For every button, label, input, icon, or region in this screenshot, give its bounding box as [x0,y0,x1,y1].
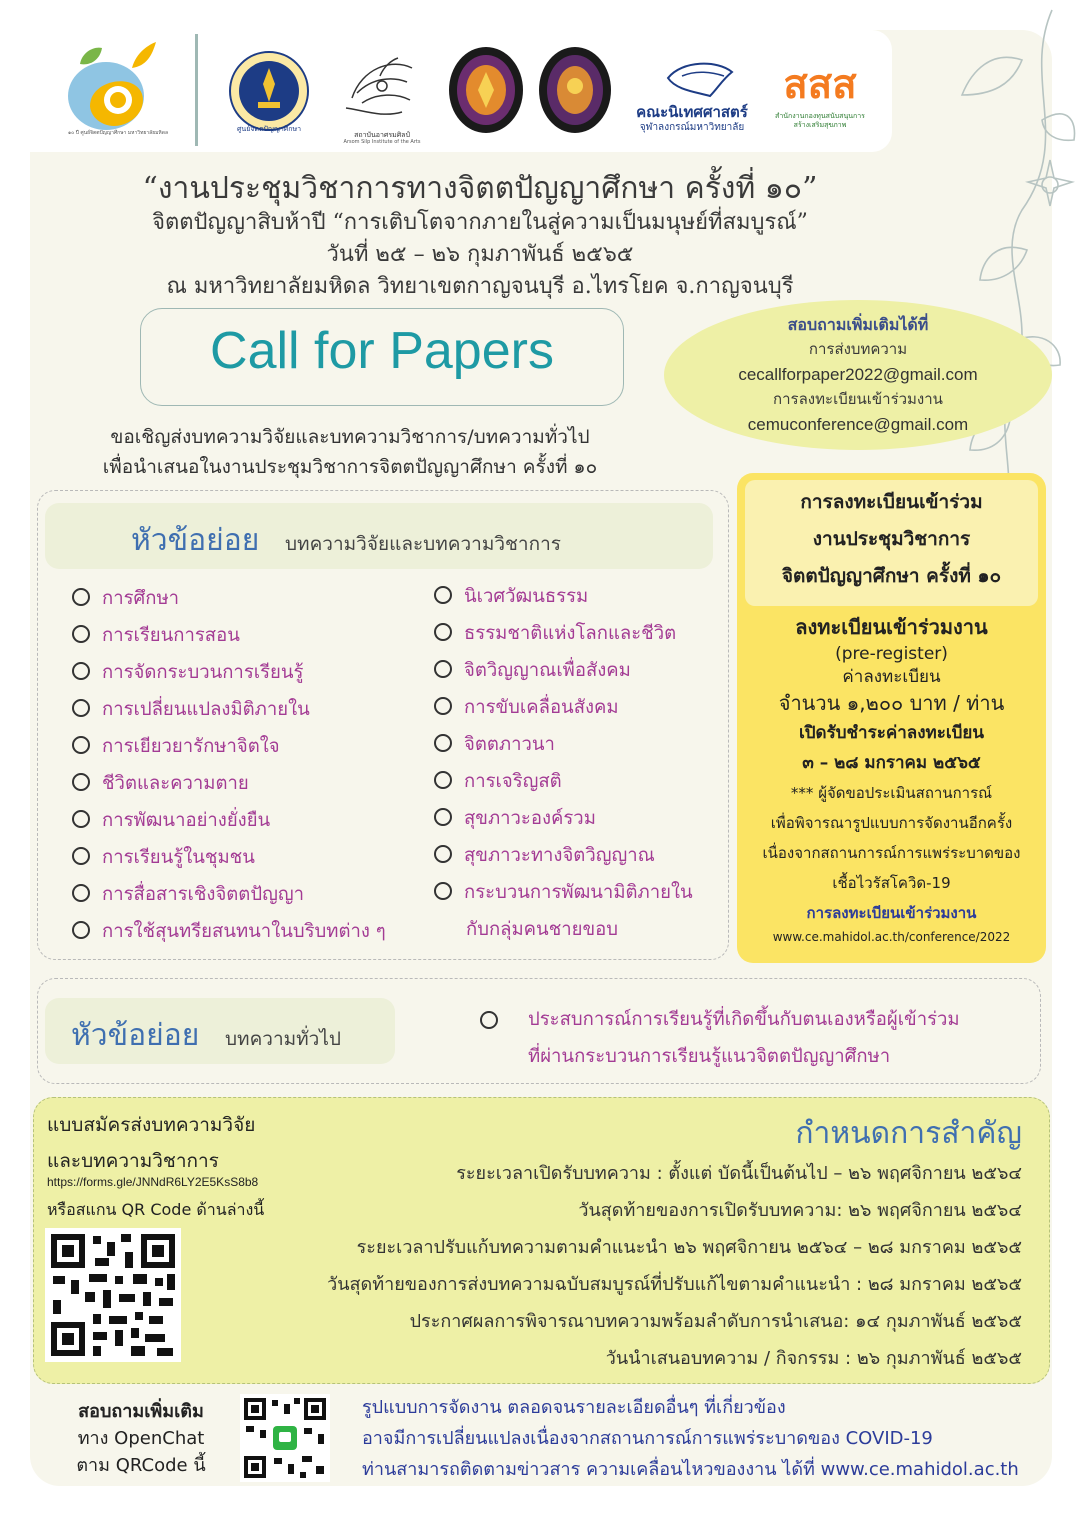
topic-item: สุขภาวะทางจิตวิญญาณ [434,841,655,870]
registration-header-line-3: จิตตปัญญาศึกษา ครั้งที่ ๑๐ [781,565,1002,587]
topic-item: การเยียวยารักษาจิตใจ [72,732,280,761]
logo1-caption: ๑๐ ปี ศูนย์จิตตปัญญาศึกษา มหาวิทยาลัยมหิดล [67,130,169,136]
contact-register-label: การลงทะเบียนเข้าร่วมงาน [773,390,943,408]
topic-item-continuation: กับกลุ่มคนชายขอบ [466,919,618,940]
application-form-url[interactable]: https://forms.gle/JNNdR6LY2E5KsS8b8 [47,1175,259,1189]
registration-fee-label: ค่าลงทะเบียน [842,667,941,687]
topic-item: กระบวนการพัฒนามิติภายใน [434,878,693,907]
topic-item: จิตตภาวนา [434,730,555,759]
deadline-item: วันสุดท้ายของการส่งบทความฉบับสมบูรณ์ที่ปรับแก้ไขตามคำแนะนำ : ๒๘ มกราคม ๒๕๖๕ [327,1274,1022,1295]
topic-item: นิเวศวัฒนธรรม [434,582,588,611]
event-title: “งานประชุมวิชาการทางจิตตปัญญาศึกษา ครั้งที่ ๑๐” [142,171,818,206]
event-subtitle: จิตตปัญญาสิบห้าปี “การเติบโตจากภายในสู่ความเป็นมนุษย์ที่สมบูรณ์” [152,210,808,235]
radio-circle-icon [72,736,90,754]
topic-item: การสื่อสารเชิงจิตตปัญญา [72,880,304,909]
topic-item: การพัฒนาอย่างยั่งยืน [72,806,270,835]
registration-note-4: เชื้อไวรัสโควิด-19 [832,874,951,892]
application-qr-code[interactable] [45,1228,181,1362]
invite-line-2: เพื่อนำเสนอในงานประชุมวิชาการจิตตปัญญาศึกษา ครั้งที่ ๑๐ [102,456,598,478]
event-date: วันที่ ๒๕ – ๒๖ กุมภาพันธ์ ๒๕๖๕ [326,242,634,267]
application-line-2: และบทความวิชาการ [47,1150,219,1172]
deadline-item: ระยะเวลาปรับแก้บทความตามคำแนะนำ ๒๖ พฤศจิกายน ๒๕๖๔ – ๒๘ มกราคม ๒๕๖๕ [356,1237,1022,1258]
topic-item: การเปลี่ยนแปลงมิติภายใน [72,695,310,724]
radio-circle-icon [72,847,90,865]
deadlines-title: กำหนดการสำคัญ [795,1116,1022,1151]
thaihealth-logo: สสส [783,62,857,108]
topic-item: ชีวิตและความตาย [72,769,249,798]
radio-circle-icon [72,625,90,643]
registration-fee: จำนวน ๑,๒๐๐ บาท / ท่าน [778,691,1005,715]
topic-item: ธรรมชาติแห่งโลกและชีวิต [434,619,676,648]
general-topic-line-1: ประสบการณ์การเรียนรู้ที่เกิดขึ้นกับตนเองหรือผู้เข้าร่วม [528,1009,960,1030]
radio-circle-icon [72,662,90,680]
radio-circle-icon [434,845,452,863]
call-for-papers-heading: Call for Papers [210,322,554,380]
radio-circle-icon [434,623,452,641]
general-topics-title: หัวข้อย่อย [71,1018,200,1053]
footer-note-2: อาจมีการเปลี่ยนแปลงเนื่องจากสถานการณ์การแพร่ระบาดของ COVID-19 [362,1428,933,1449]
footer-notes [362,1392,1019,1485]
registration-header-line-1: การลงทะเบียนเข้าร่วม [800,491,983,513]
radio-circle-icon [72,884,90,902]
radio-circle-icon [434,697,452,715]
contact-papers-label: การส่งบทความ [808,340,908,358]
logo3-subcaption: Arsom Silp Institute of the Arts [343,139,421,145]
event-venue: ณ มหาวิทยาลัยมหิดล วิทยาเขตกาญจนบุรี อ.ไทรโยค จ.กาญจนบุรี [166,274,794,299]
arsom-silp-bird-logo [332,38,432,138]
topic-item: การจัดกระบวนการเรียนรู้ [72,658,303,687]
commarts-shell-logo [662,58,736,98]
radio-circle-icon [434,734,452,752]
deadline-item: วันนำเสนอบทความ / กิจกรรม : ๒๖ กุมภาพันธ์ ๒๕๖๕ [605,1348,1022,1369]
radio-circle-icon [434,808,452,826]
topic-item: การเจริญสติ [434,767,562,796]
radio-circle-icon [434,882,452,900]
contemplative-center-seal [228,50,310,132]
logo2-caption: ศูนย์จิตตปัญญาศึกษา [236,125,302,133]
logo7-subname: สำนักงานกองทุนสนับสนุนการสร้างเสริมสุขภาพ [775,112,865,129]
topic-item: สุขภาวะองค์รวม [434,804,596,833]
deadline-item: ประกาศผลการพิจารณาบทความพร้อมลำดับการนำเสนอ: ๑๔ กุมภาพันธ์ ๒๕๖๕ [409,1311,1022,1332]
logo3-caption: สถาบันอาศรมศิลป์ [354,131,410,139]
registration-heading: ลงทะเบียนเข้าร่วมงาน [795,615,988,639]
openchat-line-3: ตาม QRCode นี้ [76,1455,206,1476]
topic-item: การขับเคลื่อนสังคม [434,693,619,722]
research-topics-title: หัวข้อย่อย [131,523,260,558]
university-seal-2 [538,46,612,134]
openchat-info [56,1398,226,1479]
radio-circle-icon [72,810,90,828]
contact-heading: สอบถามเพิ่มเติมได้ที่ [787,315,929,334]
radio-circle-icon [434,586,452,604]
general-topics-subtitle: บทความทั่วไป [225,1028,341,1050]
invite-line-1: ขอเชิญส่งบทความวิจัยและบทความวิชาการ/บทความทั่วไป [110,426,590,448]
general-topics-header [45,998,395,1064]
research-topics-subtitle: บทความวิจัยและบทความวิชาการ [285,533,561,555]
application-line-1: แบบสมัครส่งบทความวิจัย [47,1114,256,1136]
research-topics-header [45,503,713,569]
registration-note-3: เนื่องจากสถานการณ์การแพร่ระบาดของ [762,844,1021,862]
deadline-item: ระยะเวลาเปิดรับบทความ : ตั้งแต่ บัดนี้เป็นต้นไป – ๒๖ พฤศจิกายน ๒๕๖๔ [456,1163,1022,1184]
registration-header [745,480,1038,606]
radio-circle-icon [72,699,90,717]
footer-note-1: รูปแบบการจัดงาน ตลอดจนรายละเอียดอื่นๆ ที่เกี่ยวข้อง [362,1397,786,1418]
radio-circle-icon [434,660,452,678]
radio-circle-icon [72,773,90,791]
footer-note-3: ท่านสามารถติดตามข่าวสาร ความเคลื่อนไหวของงาน ได้ที่ www.ce.mahidol.ac.th [362,1459,1019,1480]
registration-details [737,612,1046,946]
logo6-subname: จุฬาลงกรณ์มหาวิทยาลัย [639,122,745,133]
openchat-line-2: ทาง OpenChat [77,1428,205,1449]
topic-item: การศึกษา [72,584,179,613]
call-for-papers-box [140,308,624,406]
deadline-item: วันสุดท้ายของการเปิดรับบทความ: ๒๖ พฤศจิกายน ๒๕๖๔ [578,1200,1022,1221]
topic-item: การใช้สุนทรียสนทนาในบริบทต่าง ๆ [72,917,386,946]
topic-item: จิตวิญญาณเพื่อสังคม [434,656,631,685]
radio-circle-icon [72,588,90,606]
topic-item: การเรียนการสอน [72,621,240,650]
registration-open-label: เปิดรับชำระค่าลงทะเบียน [798,723,985,743]
registration-note-2: เพื่อพิจารณารูปแบบการจัดงานอีกครั้ง [770,814,1013,832]
application-scan-text: หรือสแกน QR Code ด้านล่างนี้ [47,1200,265,1219]
topic-item: การเรียนรู้ในชุมชน [72,843,255,872]
openchat-qr-code[interactable] [240,1394,330,1482]
general-topic-line-2: ที่ผ่านกระบวนการเรียนรู้แนวจิตตปัญญาศึกษา [528,1046,891,1067]
registration-header-line-2: งานประชุมวิชาการ [812,528,971,550]
radio-circle-icon [72,921,90,939]
radio-circle-icon [480,1011,498,1029]
registration-link-label: การลงทะเบียนเข้าร่วมงาน [806,904,977,922]
registration-open-dates: ๓ – ๒๘ มกราคม ๒๕๖๕ [802,753,981,773]
contact-register-email[interactable]: cemuconference@gmail.com [747,415,969,434]
registration-note-1: *** ผู้จัดขอประเมินสถานการณ์ [790,784,993,802]
registration-pre-register: (pre-register) [835,644,948,664]
contact-info [664,300,1052,450]
university-seal-1 [448,46,524,134]
registration-link[interactable]: www.ce.mahidol.ac.th/conference/2022 [772,930,1011,944]
openchat-line-1: สอบถามเพิ่มเติม [78,1401,204,1422]
contact-papers-email[interactable]: cecallforpaper2022@gmail.com [738,365,978,384]
logo6-name: คณะนิเทศศาสตร์ [636,103,748,121]
radio-circle-icon [434,771,452,789]
logo-divider [195,34,198,146]
